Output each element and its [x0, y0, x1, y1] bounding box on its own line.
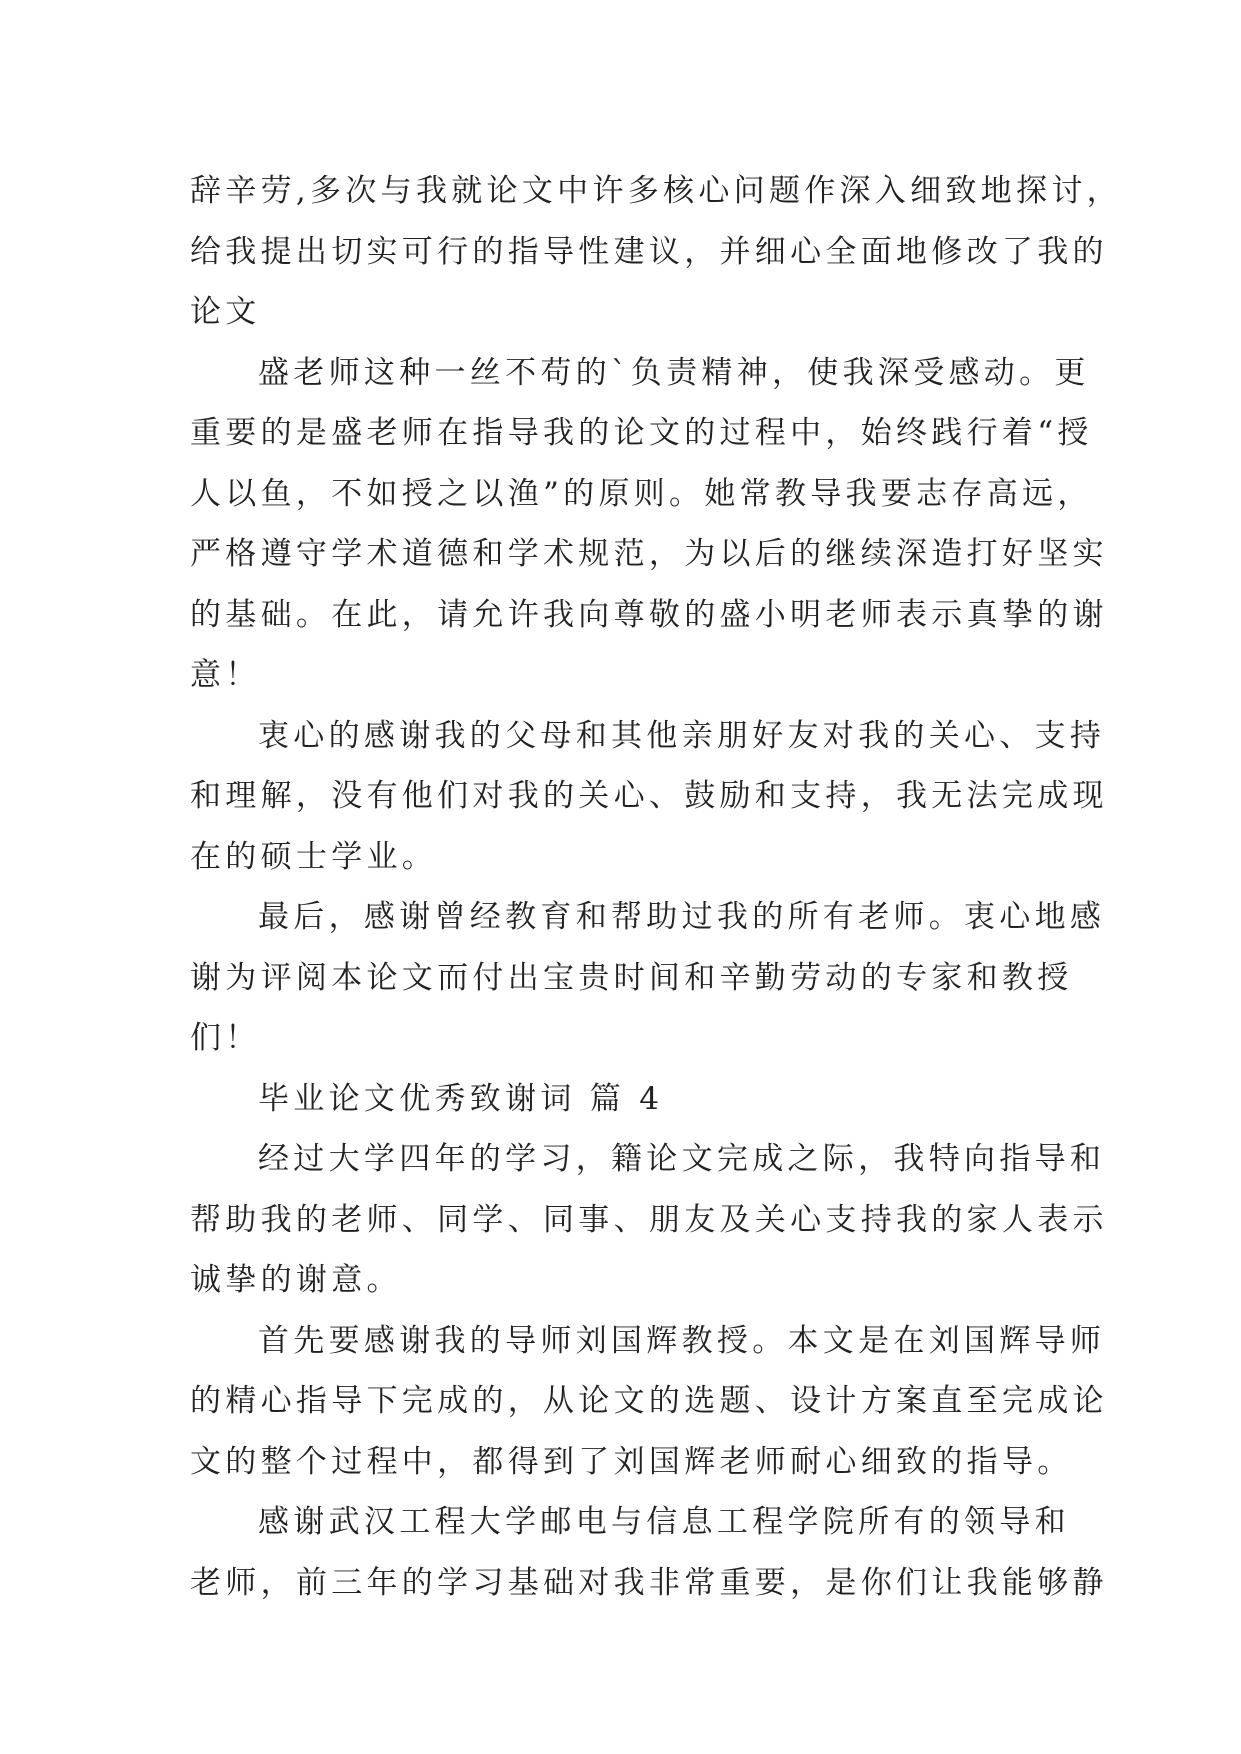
text-line: 盛老师这种一丝不苟的`负责精神，使我深受感动。更 [258, 354, 1090, 391]
text-line: 的精心指导下完成的，从论文的选题、设计方案直至完成论 [190, 1383, 1108, 1419]
text-line: 人以鱼，不如授之以渔”的原则。她常教导我要志存高远， [190, 475, 1093, 512]
text-line: 文的整个过程中，都得到了刘国辉老师耐心细致的指导。 [190, 1443, 1073, 1480]
text-line: 重要的是盛老师在指导我的论文的过程中，始终践行着“授 [190, 415, 1093, 451]
text-line: 帮助我的老师、同学、同事、朋友及关心支持我的家人表示 [190, 1201, 1108, 1238]
text-line: 感谢武汉工程大学邮电与信息工程学院所有的领导和 [258, 1504, 1070, 1540]
text-line: 论文 [190, 294, 261, 330]
text-line: 们！ [190, 1020, 261, 1056]
text-line: 的基础。在此，请允许我向尊敬的盛小明老师表示真挚的谢 [190, 596, 1108, 633]
text-line: 经过大学四年的学习，籍论文完成之际，我特向指导和 [258, 1141, 1106, 1177]
text-line: 诚挚的谢意。 [190, 1262, 402, 1298]
text-line: 给我提出切实可行的指导性建议，并细心全面地修改了我的 [190, 233, 1108, 270]
text-line: 最后，感谢曾经教育和帮助过我的所有老师。衷心地感 [258, 899, 1106, 935]
body-text [190, 161, 1122, 1613]
text-line: 严格遵守学术道德和学术规范，为以后的继续深造打好坚实 [190, 536, 1108, 572]
text-line: 意！ [190, 657, 261, 693]
text-line: 和理解，没有他们对我的关心、鼓励和支持，我无法完成现 [190, 778, 1108, 814]
text-line: 辞辛劳,多次与我就论文中许多核心问题作深入细致地探讨， [190, 173, 1122, 209]
text-line: 老师，前三年的学习基础对我非常重要，是你们让我能够静 [190, 1564, 1108, 1601]
text-line: 在的硕士学业。 [190, 838, 438, 875]
text-line: 谢为评阅本论文而付出宝贵时间和辛勤劳动的专家和教授 [190, 959, 1073, 996]
section-heading: 毕业论文优秀致谢词 篇 4 [258, 1080, 664, 1117]
text-line: 衷心的感谢我的父母和其他亲朋好友对我的关心、支持 [258, 717, 1106, 754]
text-line: 首先要感谢我的导师刘国辉教授。本文是在刘国辉导师 [258, 1322, 1106, 1359]
